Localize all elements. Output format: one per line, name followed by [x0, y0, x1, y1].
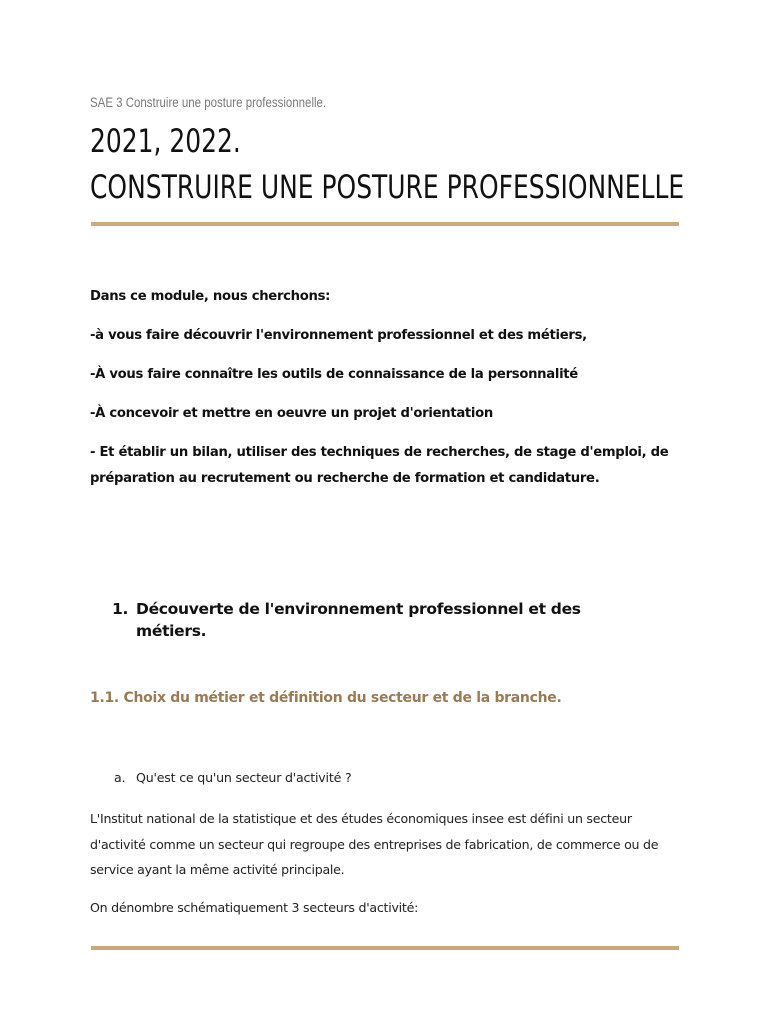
intro-block — [90, 284, 680, 505]
intro-item: -À vous faire connaître les outils de connaissance de la personnalité — [90, 367, 578, 382]
question-text: Qu'est ce qu'un secteur d'activité ? — [136, 770, 352, 785]
title-years: 2021, 2022. — [90, 122, 241, 160]
body-text — [90, 806, 680, 932]
section-number: 1. — [112, 600, 129, 618]
section-title: Découverte de l'environnement professionnel et des métiers. — [136, 600, 581, 640]
body-paragraph: On dénombre schématiquement 3 secteurs d'activité: — [90, 899, 419, 915]
section-heading — [112, 598, 612, 642]
intro-item: - Et établir un bilan, utiliser des techniques de recherches, de stage d'emploi, de préparation au recrutement ou recherche de formation et candidature. — [90, 445, 669, 486]
intro-lead: Dans ce module, nous cherchons: — [90, 289, 331, 304]
body-paragraph: L'Institut national de la statistique et des études économiques insee est défini un secteur d'activité comme un secteur qui regroupe des entreprises de fabrication, de commerce ou de service ayant la même activité principale. — [90, 811, 659, 877]
intro-item: -À concevoir et mettre en oeuvre un projet d'orientation — [90, 406, 493, 421]
subsection-heading: 1.1. Choix du métier et définition du secteur et de la branche. — [90, 690, 562, 706]
document-kicker: SAE 3 Construire une posture professionnelle. — [90, 94, 327, 110]
document-title — [90, 118, 684, 210]
top-divider — [91, 222, 679, 226]
bottom-divider — [91, 946, 679, 950]
title-main: CONSTRUIRE UNE POSTURE PROFESSIONNELLE — [90, 168, 685, 206]
question-marker: a. — [114, 770, 126, 785]
question-item — [114, 770, 351, 785]
intro-item: -à vous faire découvrir l'environnement professionnel et des métiers, — [90, 328, 587, 343]
